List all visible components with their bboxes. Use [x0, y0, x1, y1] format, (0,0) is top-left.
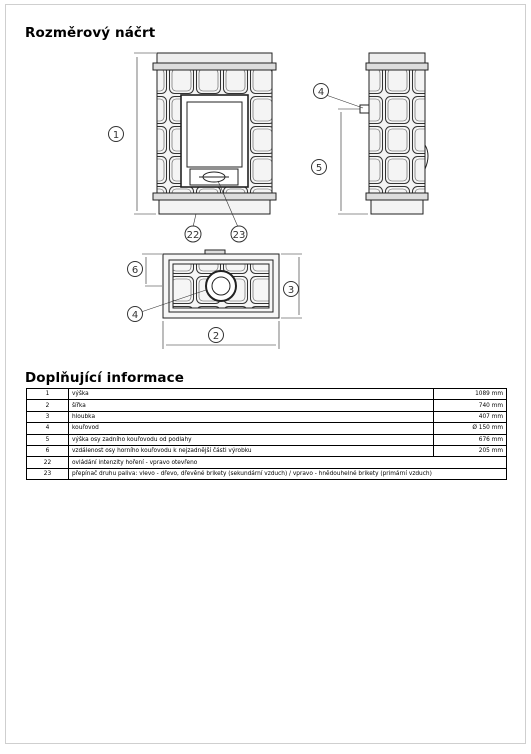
table-row — [27, 457, 507, 468]
callout-4-top — [128, 307, 143, 322]
callout-1 — [109, 127, 124, 142]
row-label: šířka — [69, 400, 434, 411]
row-value: 407 mm — [433, 411, 507, 422]
info-table — [26, 388, 507, 480]
row-number: 1 — [27, 389, 69, 400]
row-number: 23 — [27, 468, 69, 479]
callout-3 — [284, 282, 299, 297]
row-label: hloubka — [69, 411, 434, 422]
front-view — [134, 53, 276, 214]
row-value: 676 mm — [433, 434, 507, 445]
row-number: 6 — [27, 445, 69, 456]
table-row — [27, 445, 507, 456]
callout-2 — [209, 328, 224, 343]
table-row — [27, 423, 507, 434]
row-number: 5 — [27, 434, 69, 445]
callout-4-side — [314, 84, 329, 99]
row-number: 3 — [27, 411, 69, 422]
row-number: 4 — [27, 423, 69, 434]
row-label: kouřovod — [69, 423, 434, 434]
svg-text:1: 1 — [112, 130, 120, 141]
row-label: výška osy zadního kouřovodu od podlahy — [69, 434, 434, 445]
document-page — [5, 4, 526, 744]
row-label: ovládání intenzity hoření - vpravo otevřeno — [69, 457, 507, 468]
table-row — [27, 389, 507, 400]
table-row — [27, 434, 507, 445]
svg-text:23: 23 — [232, 230, 246, 241]
callout-22 — [185, 226, 201, 242]
side-view — [338, 53, 428, 214]
row-value: 205 mm — [433, 445, 507, 456]
table-row — [27, 411, 507, 422]
row-label: vzdálenost osy horního kouřovodu k nejzadnější části výrobku — [69, 445, 434, 456]
callout-5 — [312, 160, 327, 175]
sketch-heading: Rozměrový náčrt — [25, 25, 156, 41]
row-value: Ø 150 mm — [433, 423, 507, 434]
row-number: 22 — [27, 457, 69, 468]
row-value: 1089 mm — [433, 389, 507, 400]
callout-6 — [128, 262, 143, 277]
table-row — [27, 468, 507, 479]
row-label: výška — [69, 389, 434, 400]
row-value: 740 mm — [433, 400, 507, 411]
dimension-sketch — [6, 5, 527, 365]
table-row — [27, 400, 507, 411]
svg-text:4: 4 — [317, 87, 325, 98]
svg-text:4: 4 — [131, 310, 139, 321]
svg-text:6: 6 — [131, 265, 139, 276]
info-heading: Doplňující informace — [25, 370, 184, 386]
svg-text:5: 5 — [315, 163, 323, 174]
svg-text:22: 22 — [186, 230, 200, 241]
svg-text:2: 2 — [212, 331, 220, 342]
svg-text:3: 3 — [287, 285, 295, 296]
callout-23 — [231, 226, 247, 242]
row-number: 2 — [27, 400, 69, 411]
row-label: přepínač druhu paliva: vlevo - dřevo, dřevěné brikety (sekundární vzduch) / vpravo - hnědouhelné brikety (primární vzduch) — [69, 468, 507, 479]
